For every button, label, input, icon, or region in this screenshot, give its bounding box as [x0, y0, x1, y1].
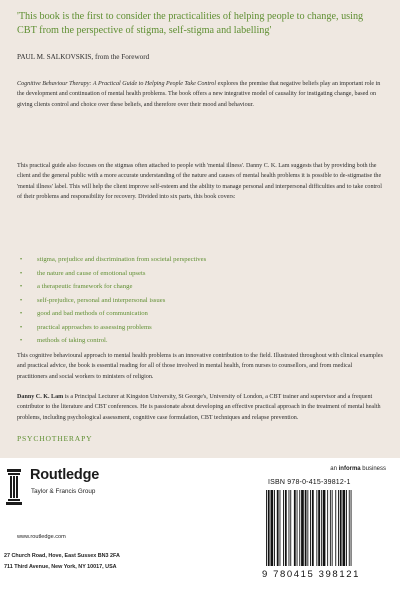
- author-bio: is a Principal Lecturer at Kingston University, St George's, University of London, a CBT trainer and supervisor and a frequent contributor to the literature and CBT conferences. He is passionate about developing an effective practical approach in the treatment of mental health problems, including psychological assessment, cognitive case formulation, CBT techniques and relapse prevention.: [17, 394, 381, 421]
- barcode-digits: 9 780415 398121: [262, 569, 360, 580]
- bullet-icon: •: [19, 256, 23, 263]
- book-title: Cognitive Behaviour Therapy: A Practical Guide to Helping People Take Control: [17, 81, 217, 87]
- publisher-url: www.routledge.com: [17, 534, 66, 540]
- bullet-icon: •: [19, 283, 23, 290]
- approach-paragraph: This cognitive behavioural approach to mental health problems is an innovative contribution to the field. Illustrated throughout with clinical examples and practical advice, the book is essential reading for all of those involved in mental health, from nurses to counsellors, and from medical practitioners and social workers to ministers of religion.: [17, 353, 383, 380]
- publisher-subtitle: Taylor & Francis Group: [31, 488, 96, 495]
- bullet-icon: •: [19, 323, 23, 331]
- author-name: Danny C. K. Lam: [17, 394, 64, 400]
- intro-text: explores the premise that negative beliefs play an important role in the development and continuation of mental health problems. The book offers a new integrative model of causality for instigating change, based on giving clients control and choice over these beliefs, and therefore over their mood and behaviour.: [17, 81, 381, 108]
- topic-item: • methods of taking control.: [17, 334, 383, 348]
- intro-paragraph: [17, 79, 383, 110]
- focus-paragraph: This practical guide also focuses on the stigmas often attached to people with 'mental illness'. Danny C. K. Lam suggests that by providing both the client and the general public with a more accurate understanding of the nature and causes of mental health problems it is possible to de-stigmatise the 'mental illness' label. This will help the client improve self-esteem and the ability to manage personal and interpersonal difficulties and to take control of their problems and responsibility for recovery. Divided into six parts, this book covers:: [17, 163, 382, 200]
- quote-attribution: PAUL M. SALKOVSKIS, from the Foreword: [17, 53, 150, 61]
- routledge-column-icon: [4, 467, 24, 507]
- informa-business-tag: an informa business: [330, 466, 386, 472]
- informa-brand: informa: [338, 466, 361, 472]
- topic-item: • a therapeutic framework for change: [17, 280, 383, 294]
- topic-item: • stigma, prejudice and discrimination from societal perspectives: [17, 253, 383, 267]
- author-paragraph: [17, 392, 383, 423]
- publisher-name: Routledge: [30, 467, 100, 483]
- bullet-icon: •: [19, 310, 23, 317]
- foreword-quote: 'This book is the first to consider the practicalities of helping people to change, using CBT from the perspective of stigma, self-stigma and labelling': [17, 11, 364, 36]
- topic-item: • practical approaches to assessing problems: [17, 321, 383, 335]
- bullet-icon: •: [19, 296, 23, 304]
- category-label: PSYCHOTHERAPY: [17, 434, 93, 443]
- topics-list: [17, 253, 383, 348]
- topic-item: • the nature and cause of emotional upsets: [17, 267, 383, 281]
- routledge-logo: [4, 467, 134, 511]
- bullet-icon: •: [19, 269, 23, 277]
- isbn-label: ISBN 978-0-415-39812-1: [268, 479, 351, 486]
- topic-item: • good and bad methods of communication: [17, 307, 383, 321]
- barcode-icon: [262, 488, 386, 568]
- topic-item: • self-prejudice, personal and interpersonal issues: [17, 294, 383, 308]
- address-uk: 27 Church Road, Hove, East Sussex BN3 2FA: [4, 553, 120, 559]
- isbn-barcode: [262, 488, 386, 580]
- bullet-icon: •: [19, 337, 23, 344]
- address-us: 711 Third Avenue, New York, NY 10017, USA: [4, 564, 117, 570]
